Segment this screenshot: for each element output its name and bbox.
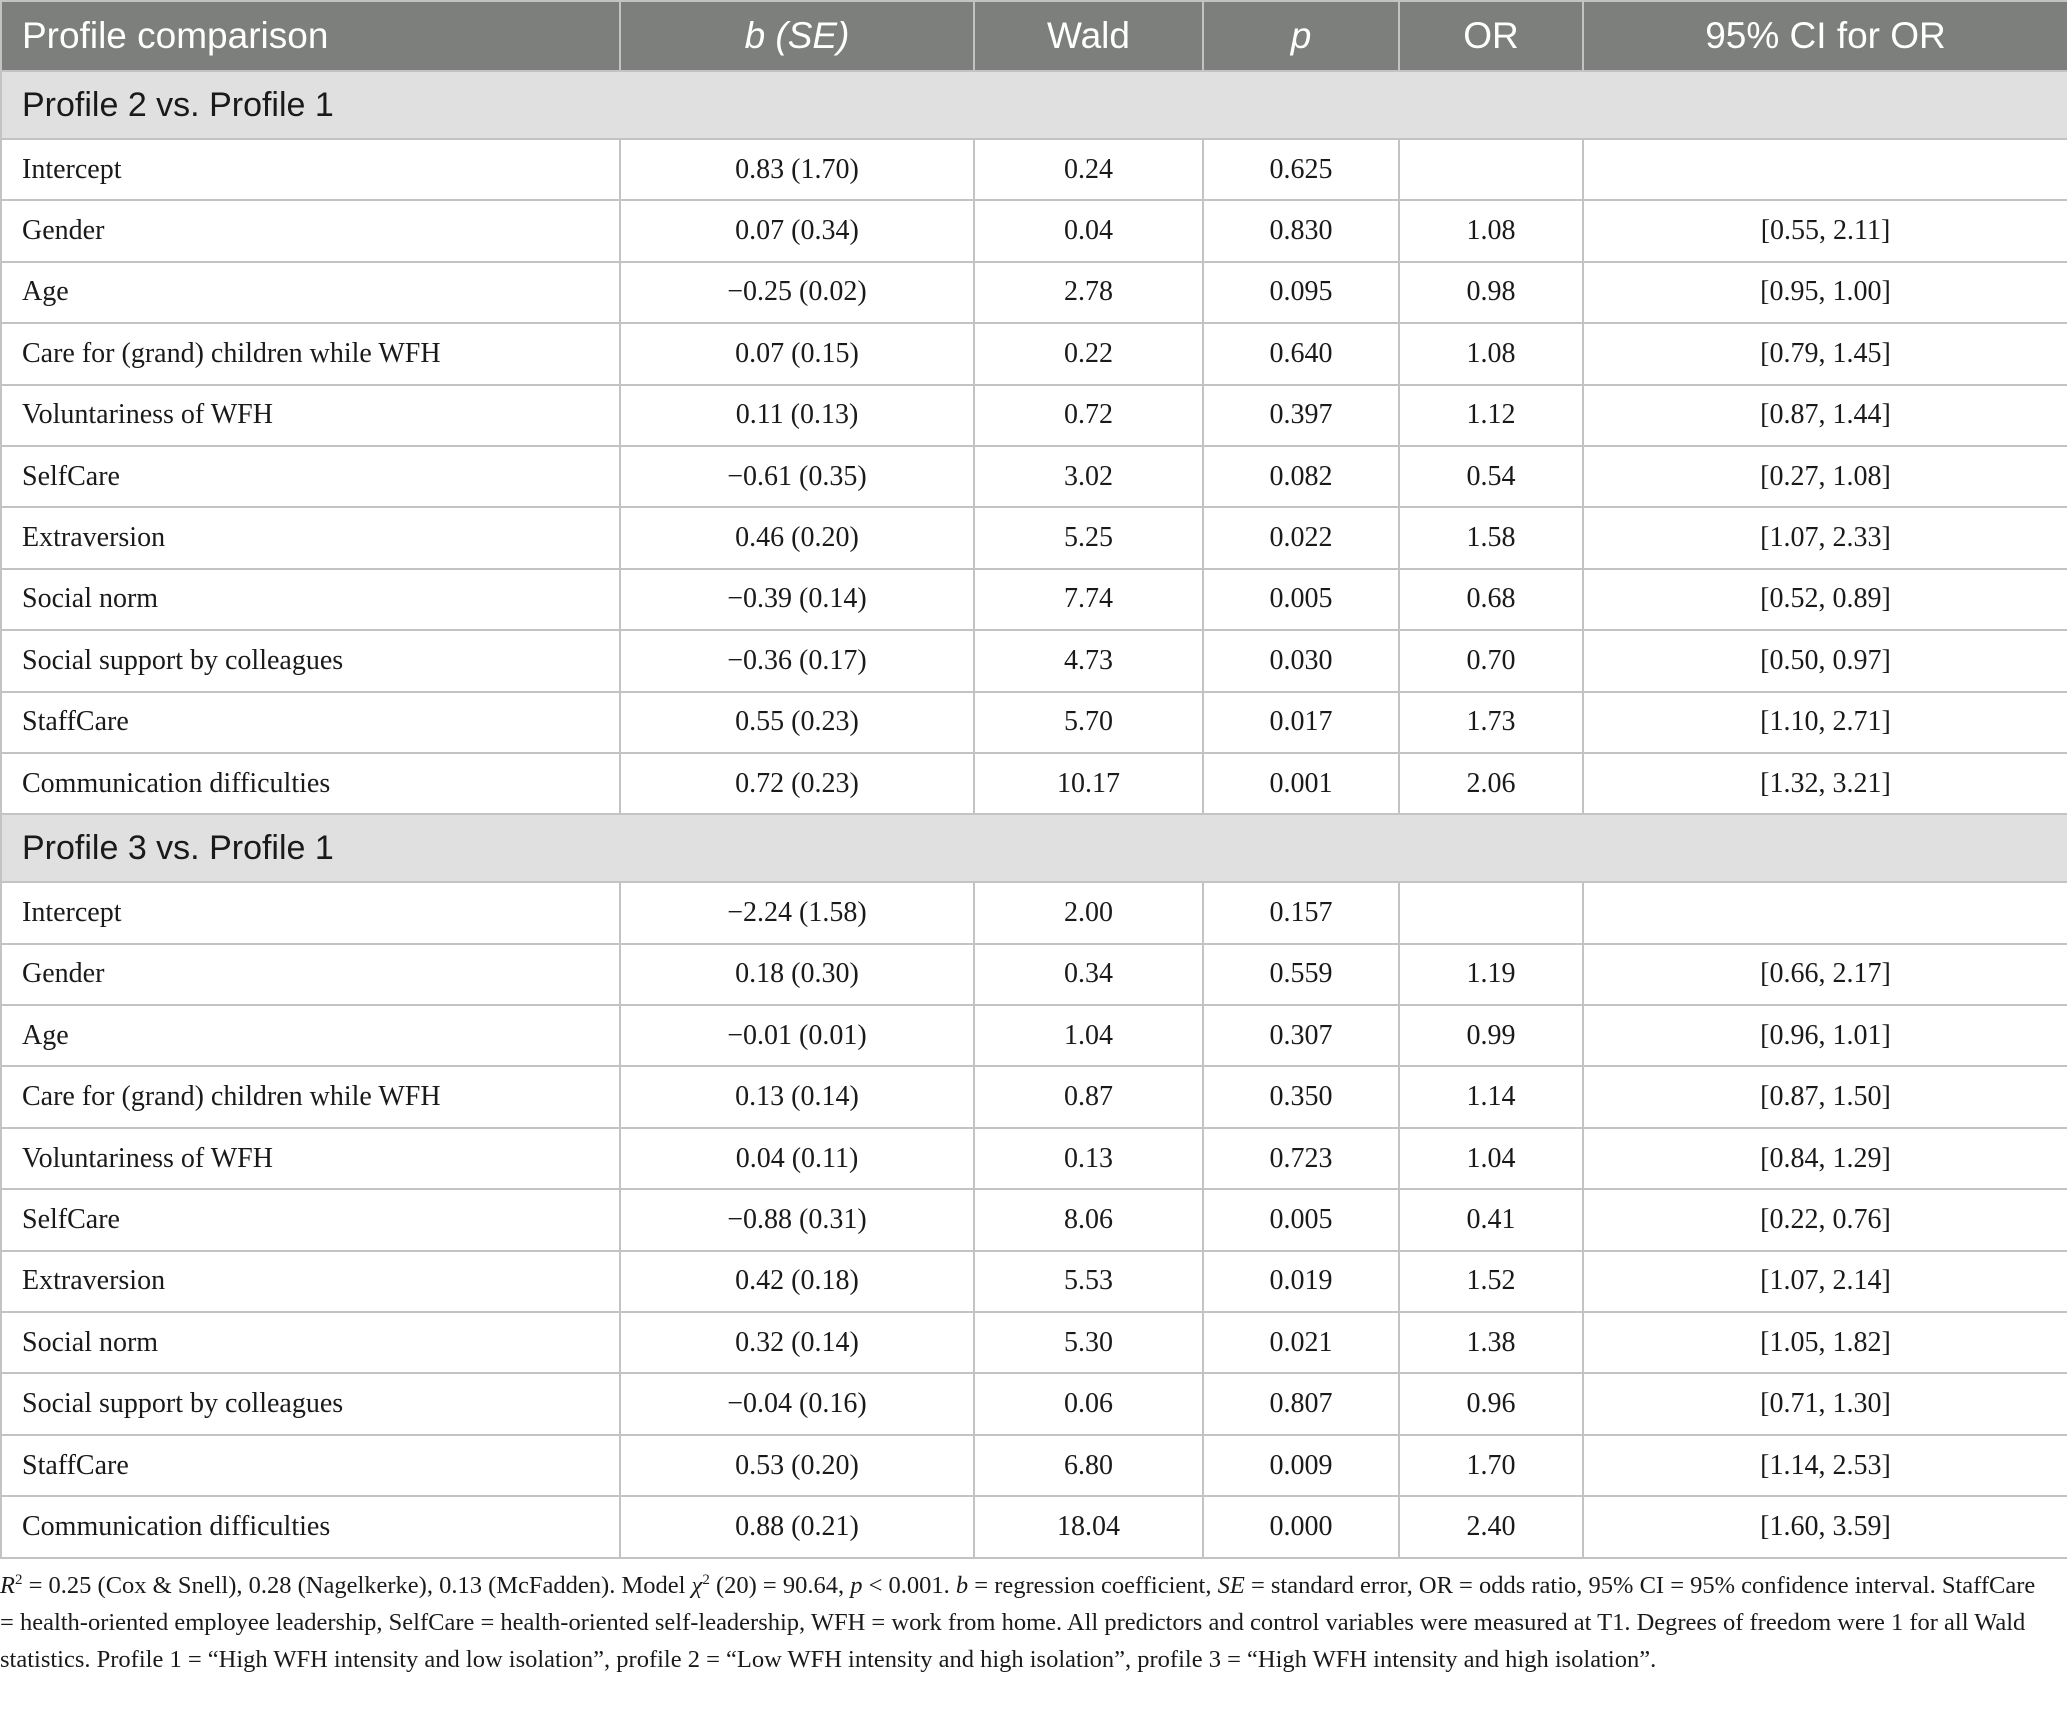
- cell-ci: [1.07, 2.14]: [1583, 1251, 2067, 1312]
- cell-variable: Social norm: [1, 569, 620, 630]
- cell-p-value: 0.640: [1203, 323, 1399, 384]
- cell-p-value: 0.021: [1203, 1312, 1399, 1373]
- cell-ci: [0.84, 1.29]: [1583, 1128, 2067, 1189]
- section-title: Profile 3 vs. Profile 1: [1, 814, 2067, 882]
- note-text-1: = 0.25 (Cox & Snell), 0.28 (Nagelkerke), 0.13 (McFadden). Model: [22, 1572, 692, 1599]
- cell-p-value: 0.095: [1203, 262, 1399, 323]
- header-row: [1, 1, 2067, 71]
- cell-odds-ratio: 1.38: [1399, 1312, 1583, 1373]
- cell-p-value: 0.001: [1203, 753, 1399, 814]
- table-row: [1, 753, 2067, 814]
- cell-wald: 0.34: [974, 944, 1203, 1005]
- cell-b-se: −0.01 (0.01): [620, 1005, 974, 1066]
- cell-ci: [0.55, 2.11]: [1583, 200, 2067, 261]
- cell-variable: Age: [1, 262, 620, 323]
- cell-wald: 0.22: [974, 323, 1203, 384]
- table-row: [1, 1189, 2067, 1250]
- table-row: [1, 630, 2067, 691]
- header-or: OR: [1399, 1, 1583, 71]
- table-row: [1, 446, 2067, 507]
- note-text-2: (20) = 90.64,: [709, 1572, 851, 1599]
- cell-b-se: −0.88 (0.31): [620, 1189, 974, 1250]
- cell-ci: [0.79, 1.45]: [1583, 323, 2067, 384]
- cell-variable: Social support by colleagues: [1, 1373, 620, 1434]
- cell-ci: [1.32, 3.21]: [1583, 753, 2067, 814]
- cell-variable: Voluntariness of WFH: [1, 385, 620, 446]
- table-row: [1, 882, 2067, 943]
- note-chi-symbol: χ: [691, 1572, 703, 1599]
- table-row: [1, 569, 2067, 630]
- cell-b-se: 0.46 (0.20): [620, 507, 974, 568]
- note-b-symbol: b: [955, 1572, 969, 1599]
- cell-wald: 2.00: [974, 882, 1203, 943]
- cell-odds-ratio: 1.52: [1399, 1251, 1583, 1312]
- cell-wald: 0.72: [974, 385, 1203, 446]
- table-row: [1, 1128, 2067, 1189]
- note-p-symbol: p: [850, 1572, 863, 1599]
- cell-ci: [0.87, 1.44]: [1583, 385, 2067, 446]
- cell-p-value: 0.019: [1203, 1251, 1399, 1312]
- cell-ci: [0.87, 1.50]: [1583, 1066, 2067, 1127]
- cell-ci: [1583, 882, 2067, 943]
- table-row: [1, 1373, 2067, 1434]
- cell-p-value: 0.000: [1203, 1496, 1399, 1557]
- cell-b-se: −0.04 (0.16): [620, 1373, 974, 1434]
- cell-b-se: 0.32 (0.14): [620, 1312, 974, 1373]
- section-title: Profile 2 vs. Profile 1: [1, 71, 2067, 139]
- note-chi-exp: 2: [702, 1571, 710, 1588]
- cell-variable: Gender: [1, 944, 620, 1005]
- cell-variable: Age: [1, 1005, 620, 1066]
- cell-ci: [0.52, 0.89]: [1583, 569, 2067, 630]
- table-row: [1, 1005, 2067, 1066]
- header-p: p: [1203, 1, 1399, 71]
- table-row: [1, 944, 2067, 1005]
- cell-wald: 5.70: [974, 692, 1203, 753]
- cell-ci: [0.71, 1.30]: [1583, 1373, 2067, 1434]
- header-profile-comparison: Profile comparison: [1, 1, 620, 71]
- cell-wald: 2.78: [974, 262, 1203, 323]
- cell-p-value: 0.005: [1203, 569, 1399, 630]
- cell-p-value: 0.307: [1203, 1005, 1399, 1066]
- cell-odds-ratio: 1.14: [1399, 1066, 1583, 1127]
- note-r-squared-exp: 2: [14, 1571, 23, 1588]
- table-row: [1, 385, 2067, 446]
- cell-wald: 10.17: [974, 753, 1203, 814]
- cell-p-value: 0.157: [1203, 882, 1399, 943]
- cell-wald: 1.04: [974, 1005, 1203, 1066]
- cell-b-se: 0.07 (0.34): [620, 200, 974, 261]
- cell-ci: [0.22, 0.76]: [1583, 1189, 2067, 1250]
- table-row: [1, 692, 2067, 753]
- table-row: [1, 1496, 2067, 1557]
- cell-odds-ratio: 0.70: [1399, 630, 1583, 691]
- cell-odds-ratio: 1.73: [1399, 692, 1583, 753]
- cell-variable: SelfCare: [1, 446, 620, 507]
- table-row: [1, 1066, 2067, 1127]
- cell-b-se: 0.55 (0.23): [620, 692, 974, 753]
- cell-variable: StaffCare: [1, 692, 620, 753]
- cell-odds-ratio: 2.40: [1399, 1496, 1583, 1557]
- cell-odds-ratio: 1.04: [1399, 1128, 1583, 1189]
- cell-wald: 5.53: [974, 1251, 1203, 1312]
- cell-p-value: 0.017: [1203, 692, 1399, 753]
- cell-odds-ratio: 1.12: [1399, 385, 1583, 446]
- cell-ci: [1.07, 2.33]: [1583, 507, 2067, 568]
- cell-p-value: 0.723: [1203, 1128, 1399, 1189]
- cell-odds-ratio: 1.58: [1399, 507, 1583, 568]
- cell-ci: [0.95, 1.00]: [1583, 262, 2067, 323]
- table-row: [1, 1312, 2067, 1373]
- cell-p-value: 0.082: [1203, 446, 1399, 507]
- cell-variable: Social norm: [1, 1312, 620, 1373]
- note-text-4: = regression coefficient,: [968, 1572, 1218, 1599]
- cell-p-value: 0.807: [1203, 1373, 1399, 1434]
- cell-b-se: −0.39 (0.14): [620, 569, 974, 630]
- cell-odds-ratio: 1.08: [1399, 200, 1583, 261]
- cell-ci: [1.14, 2.53]: [1583, 1435, 2067, 1496]
- cell-ci: [1583, 139, 2067, 200]
- cell-variable: Extraversion: [1, 1251, 620, 1312]
- cell-wald: 4.73: [974, 630, 1203, 691]
- cell-b-se: −2.24 (1.58): [620, 882, 974, 943]
- cell-variable: StaffCare: [1, 1435, 620, 1496]
- cell-odds-ratio: 0.68: [1399, 569, 1583, 630]
- cell-odds-ratio: 1.70: [1399, 1435, 1583, 1496]
- note-se-symbol: SE: [1217, 1572, 1245, 1599]
- cell-b-se: 0.72 (0.23): [620, 753, 974, 814]
- cell-b-se: −0.61 (0.35): [620, 446, 974, 507]
- cell-p-value: 0.022: [1203, 507, 1399, 568]
- table-note: [0, 1567, 2047, 1678]
- cell-p-value: 0.559: [1203, 944, 1399, 1005]
- table-row: [1, 323, 2067, 384]
- cell-ci: [0.66, 2.17]: [1583, 944, 2067, 1005]
- cell-p-value: 0.830: [1203, 200, 1399, 261]
- cell-wald: 0.87: [974, 1066, 1203, 1127]
- cell-p-value: 0.009: [1203, 1435, 1399, 1496]
- cell-p-value: 0.005: [1203, 1189, 1399, 1250]
- header-wald: Wald: [974, 1, 1203, 71]
- cell-variable: Communication difficulties: [1, 1496, 620, 1557]
- cell-odds-ratio: [1399, 139, 1583, 200]
- table-row: [1, 507, 2067, 568]
- cell-variable: Intercept: [1, 882, 620, 943]
- cell-variable: Intercept: [1, 139, 620, 200]
- cell-ci: [0.50, 0.97]: [1583, 630, 2067, 691]
- cell-variable: Extraversion: [1, 507, 620, 568]
- note-text-5: = standard error, OR = odds ratio, 95% CI = 95% confidence interval. StaffCare = health-oriented employee leadership, SelfCare = health-oriented self-leadership, WFH = work from home. All predictors and control variables were measured at T1. Degrees of freedom were 1 for all Wald statistics. Profile 1 = “High WFH intensity and low isolation”, profile 2 = “Low WFH intensity and high isolation”, profile 3 = “High WFH intensity and high isolation”.: [0, 1572, 2036, 1673]
- cell-variable: Care for (grand) children while WFH: [1, 323, 620, 384]
- table-row: [1, 262, 2067, 323]
- cell-variable: Care for (grand) children while WFH: [1, 1066, 620, 1127]
- cell-ci: [0.96, 1.01]: [1583, 1005, 2067, 1066]
- table-row: [1, 1251, 2067, 1312]
- cell-wald: 0.24: [974, 139, 1203, 200]
- cell-b-se: −0.36 (0.17): [620, 630, 974, 691]
- cell-wald: 0.04: [974, 200, 1203, 261]
- table-row: [1, 200, 2067, 261]
- cell-odds-ratio: 1.19: [1399, 944, 1583, 1005]
- table-row: [1, 139, 2067, 200]
- cell-ci: [1.60, 3.59]: [1583, 1496, 2067, 1557]
- section-header: [1, 71, 2067, 139]
- cell-wald: 7.74: [974, 569, 1203, 630]
- note-r-symbol: R: [0, 1572, 15, 1599]
- cell-b-se: 0.88 (0.21): [620, 1496, 974, 1557]
- cell-wald: 18.04: [974, 1496, 1203, 1557]
- cell-wald: 5.25: [974, 507, 1203, 568]
- header-b-se: b (SE): [620, 1, 974, 71]
- cell-odds-ratio: 2.06: [1399, 753, 1583, 814]
- cell-odds-ratio: [1399, 882, 1583, 943]
- cell-ci: [1.05, 1.82]: [1583, 1312, 2067, 1373]
- header-ci: 95% CI for OR: [1583, 1, 2067, 71]
- cell-p-value: 0.625: [1203, 139, 1399, 200]
- cell-b-se: 0.07 (0.15): [620, 323, 974, 384]
- cell-b-se: 0.11 (0.13): [620, 385, 974, 446]
- cell-p-value: 0.350: [1203, 1066, 1399, 1127]
- cell-odds-ratio: 1.08: [1399, 323, 1583, 384]
- cell-b-se: −0.25 (0.02): [620, 262, 974, 323]
- cell-b-se: 0.04 (0.11): [620, 1128, 974, 1189]
- cell-variable: Voluntariness of WFH: [1, 1128, 620, 1189]
- cell-b-se: 0.42 (0.18): [620, 1251, 974, 1312]
- cell-wald: 0.13: [974, 1128, 1203, 1189]
- cell-variable: Gender: [1, 200, 620, 261]
- cell-p-value: 0.030: [1203, 630, 1399, 691]
- note-text-3: < 0.001.: [862, 1572, 956, 1599]
- cell-wald: 8.06: [974, 1189, 1203, 1250]
- table-body: [1, 71, 2067, 1558]
- cell-b-se: 0.13 (0.14): [620, 1066, 974, 1127]
- cell-odds-ratio: 0.41: [1399, 1189, 1583, 1250]
- section-header: [1, 814, 2067, 882]
- cell-b-se: 0.53 (0.20): [620, 1435, 974, 1496]
- cell-ci: [0.27, 1.08]: [1583, 446, 2067, 507]
- cell-variable: Social support by colleagues: [1, 630, 620, 691]
- cell-odds-ratio: 0.98: [1399, 262, 1583, 323]
- cell-wald: 6.80: [974, 1435, 1203, 1496]
- cell-b-se: 0.18 (0.30): [620, 944, 974, 1005]
- cell-wald: 0.06: [974, 1373, 1203, 1434]
- cell-wald: 5.30: [974, 1312, 1203, 1373]
- cell-wald: 3.02: [974, 446, 1203, 507]
- cell-odds-ratio: 0.99: [1399, 1005, 1583, 1066]
- cell-odds-ratio: 0.96: [1399, 1373, 1583, 1434]
- cell-b-se: 0.83 (1.70): [620, 139, 974, 200]
- cell-odds-ratio: 0.54: [1399, 446, 1583, 507]
- cell-ci: [1.10, 2.71]: [1583, 692, 2067, 753]
- table-row: [1, 1435, 2067, 1496]
- cell-variable: Communication difficulties: [1, 753, 620, 814]
- cell-variable: SelfCare: [1, 1189, 620, 1250]
- cell-p-value: 0.397: [1203, 385, 1399, 446]
